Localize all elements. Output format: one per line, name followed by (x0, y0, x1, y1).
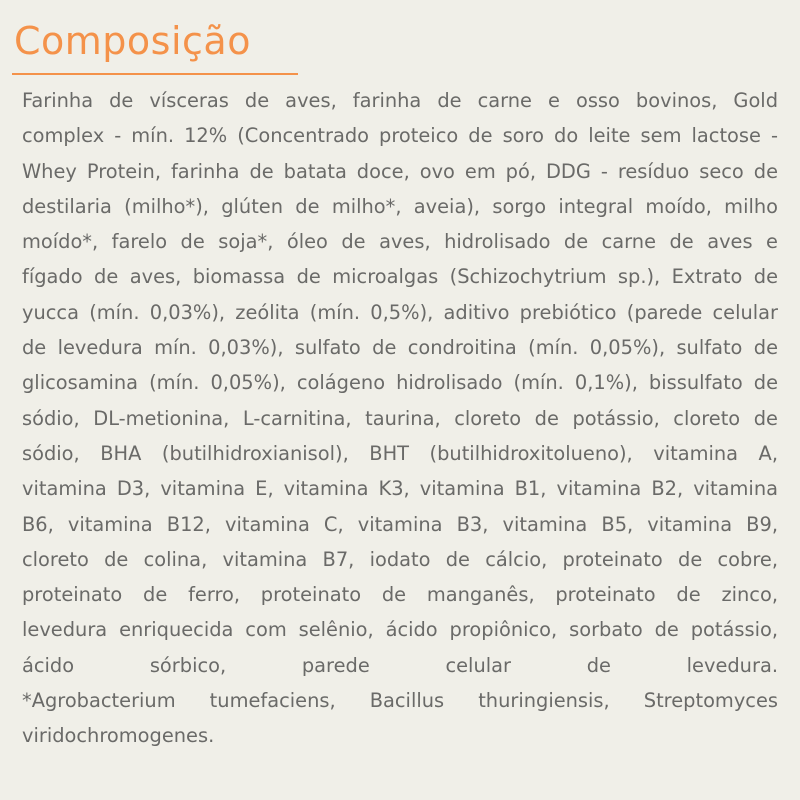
composition-line: B6, vitamina B12, vitamina C, vitamina B3, vitamina B5, vitamina B9, (22, 512, 778, 536)
title-underline (12, 73, 298, 75)
composition-line: *Agrobacterium tumefaciens, Bacillus thuringiensis, Streptomyces (22, 689, 778, 713)
composition-line: vitamina D3, vitamina E, vitamina K3, vitamina B1, vitamina B2, vitamina (22, 477, 778, 501)
composition-line: Farinha de vísceras de aves, farinha de carne e osso bovinos, Gold (22, 89, 778, 112)
composition-line: moído*, farelo de soja*, óleo de aves, hidrolisado de carne de aves e (22, 230, 778, 254)
composition-line: Whey Protein, farinha de batata doce, ovo em pó, DDG - resíduo seco de (22, 159, 778, 183)
composition-line: levedura enriquecida com selênio, ácido propiônico, sorbato de potássio, (22, 618, 778, 642)
composition-line: sódio, BHA (butilhidroxianisol), BHT (butilhidroxitolueno), vitamina A, (22, 441, 778, 465)
composition-line: glicosamina (mín. 0,05%), colágeno hidrolisado (mín. 0,1%), bissulfato de (22, 371, 778, 395)
composition-line: ácido sórbico, parede celular de levedura. (22, 653, 778, 677)
composition-line: proteinato de ferro, proteinato de manganês, proteinato de zinco, (22, 583, 778, 607)
composition-line: de levedura mín. 0,03%), sulfato de condroitina (mín. 0,05%), sulfato de (22, 336, 778, 360)
composition-line: yucca (mín. 0,03%), zeólita (mín. 0,5%), aditivo prebiótico (parede celular (22, 300, 778, 324)
composition-text (22, 83, 778, 754)
composition-line: sódio, DL-metionina, L-carnitina, taurina, cloreto de potássio, cloreto de (22, 406, 778, 430)
page-title: Composição (14, 19, 251, 63)
composition-line: viridochromogenes. (22, 724, 215, 748)
composition-line: destilaria (milho*), glúten de milho*, aveia), sorgo integral moído, milho (22, 194, 778, 218)
composition-line: complex - mín. 12% (Concentrado proteico de soro do leite sem lactose - (22, 124, 778, 148)
composition-line: fígado de aves, biomassa de microalgas (Schizochytrium sp.), Extrato de (22, 265, 778, 289)
composition-line: cloreto de colina, vitamina B7, iodato de cálcio, proteinato de cobre, (22, 547, 778, 571)
